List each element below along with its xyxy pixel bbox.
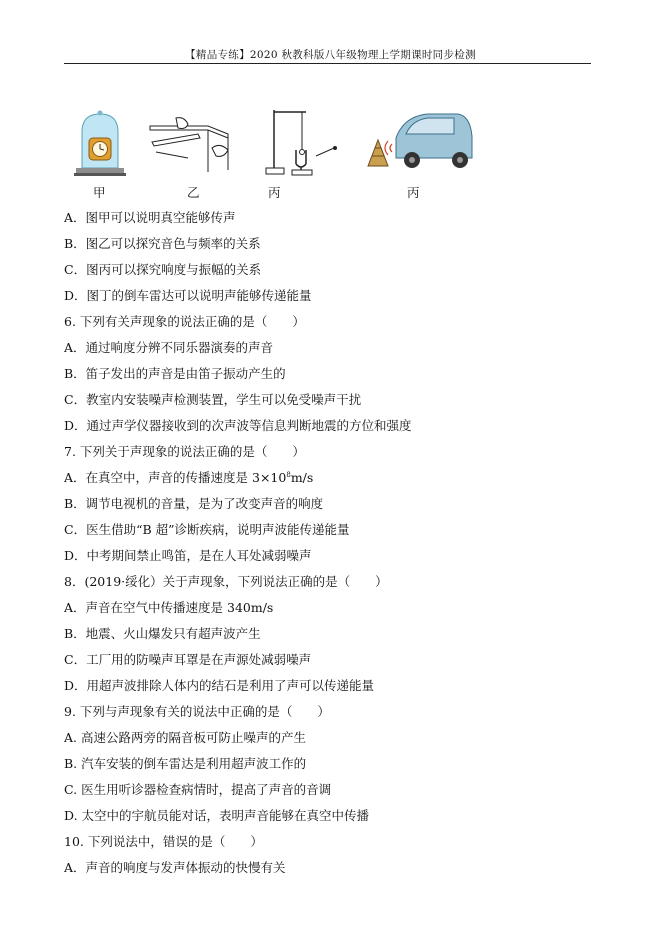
option-text: A．在真空中，声音的传播速度是 3×10 — [64, 470, 287, 485]
exponent: 8 — [286, 471, 291, 479]
ruler-on-table-figure — [148, 112, 236, 174]
tuning-fork-figure — [262, 106, 342, 176]
caption-ding: 丙 — [407, 185, 420, 200]
caption-bing: 丙 — [268, 185, 281, 200]
option-q5-b: B．图乙可以探究音色与频率的关系 — [64, 236, 261, 251]
option-q6-a: A．通过响度分辨不同乐器演奏的声音 — [64, 340, 274, 355]
option-q7-c: C．医生借助“B 超”诊断疾病，说明声波能传递能量 — [64, 522, 350, 537]
car-reversing-radar-figure — [366, 108, 474, 174]
header-rule — [64, 63, 591, 64]
page-header: 【精品专练】2020 秋教科版八年级物理上学期课时同步检测 — [185, 49, 476, 61]
option-q8-d: D．用超声波排除人体内的结石是利用了声可以传递能量 — [64, 678, 375, 693]
option-q7-a — [64, 470, 313, 486]
option-q7-d: D．中考期间禁止鸣笛，是在人耳处减弱噪声 — [64, 548, 312, 563]
unit: m/s — [290, 470, 314, 485]
bell-jar-clock-figure — [74, 110, 126, 176]
option-q9-b: B. 汽车安装的倒车雷达是利用超声波工作的 — [64, 756, 307, 771]
option-q5-a: A．图甲可以说明真空能够传声 — [64, 210, 236, 225]
option-q5-d: D．图丁的倒车雷达可以说明声能够传递能量 — [64, 288, 312, 303]
option-q6-c: C．教室内安装噪声检测装置，学生可以免受噪声干扰 — [64, 392, 362, 407]
option-q8-b: B．地震、火山爆发只有超声波产生 — [64, 626, 261, 641]
question-stem-q8: 8．(2019·绥化）关于声现象，下列说法正确的是（ ） — [64, 574, 388, 589]
option-q5-c: C．图丙可以探究响度与振幅的关系 — [64, 262, 262, 277]
option-q9-c: C. 医生用听诊器检查病情时，提高了声音的音调 — [64, 782, 332, 797]
caption-yi: 乙 — [187, 185, 200, 200]
option-q6-b: B．笛子发出的声音是由笛子振动产生的 — [64, 366, 286, 381]
question-stem-q6: 6. 下列有关声现象的说法正确的是（ ） — [64, 314, 305, 329]
option-q8-c: C．工厂用的防噪声耳罩是在声源处减弱噪声 — [64, 652, 312, 667]
option-q9-d: D. 太空中的宇航员能对话，表明声音能够在真空中传播 — [64, 808, 370, 823]
option-q8-a: A．声音在空气中传播速度是 340m/s — [64, 600, 274, 615]
question-stem-q9: 9. 下列与声现象有关的说法中正确的是（ ） — [64, 704, 330, 719]
option-q10-a: A．声音的响度与发声体振动的快慢有关 — [64, 860, 286, 875]
caption-jia: 甲 — [93, 185, 106, 200]
question-stem-q10: 10. 下列说法中，错误的是（ ） — [64, 834, 263, 849]
option-q7-b: B．调节电视机的音量，是为了改变声音的响度 — [64, 496, 324, 511]
question-stem-q7: 7. 下列关于声现象的说法正确的是（ ） — [64, 444, 305, 459]
option-q9-a: A. 高速公路两旁的隔音板可防止噪声的产生 — [64, 730, 306, 745]
option-q6-d: D．通过声学仪器接收到的次声波等信息判断地震的方位和强度 — [64, 418, 412, 433]
